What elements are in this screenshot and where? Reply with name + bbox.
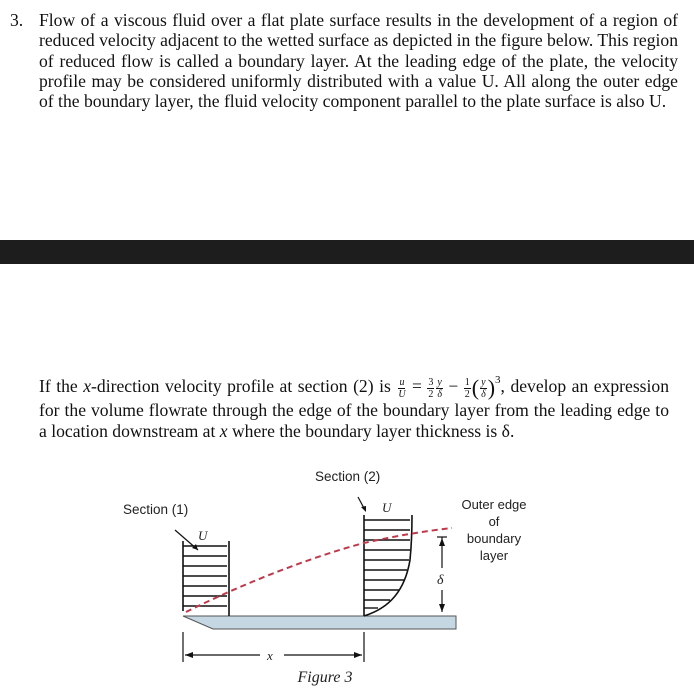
- u-label-section1: U: [198, 528, 208, 543]
- question-part2: -direction velocity profile at section (2) is: [91, 376, 397, 396]
- svg-text:layer: layer: [479, 548, 509, 563]
- question-x-variable-2: x: [219, 421, 228, 442]
- problem-text: Flow of a viscous fluid over a flat plate surface results in the development of a region of reduced velocity adjacent to the wetted surface as depicted in the figure below. This region of reduced flow is called a boundary layer. At the leading edge of the plate, the velocity profile may be considered uniformly distributed with a value U. All along the outer edge of the boundary layer, the fluid velocity component parallel to the plate surface is also U.: [39, 10, 678, 112]
- question-part4: where the boundary layer thickness is δ.: [227, 421, 515, 442]
- svg-text:boundary: boundary: [466, 531, 522, 546]
- u-label-section2: U: [382, 500, 392, 515]
- svg-text:Outer edge: Outer edge: [461, 497, 527, 512]
- question-part1: If the: [39, 376, 84, 396]
- velocity-profile-equation: $\frac{u}{U}$ = $\frac{3}{2}$ $\frac{y}{\delta}$ − $\frac{1}{2}$ ( $\frac{y}{\delta}$ )$^3$: [398, 374, 501, 401]
- section1-label: Section (1): [123, 502, 189, 517]
- outer-edge-label: [461, 497, 526, 563]
- section2-velocity-arrows: [364, 520, 410, 608]
- section2-pointer-arrow: [358, 497, 366, 512]
- x-dimension: [183, 632, 364, 662]
- section2-label: Section (2): [315, 469, 381, 484]
- x-label: x: [267, 648, 273, 663]
- figure-caption: Figure 3: [297, 669, 353, 686]
- delta-label: δ: [437, 573, 444, 588]
- section1-velocity-arrows: [183, 541, 227, 611]
- question-part3: , develop an expression for the volume flowrate through the edge of the boundary layer from the leading edge to a location downstream at: [39, 376, 670, 442]
- problem-number: 3.: [10, 10, 24, 30]
- question-x-variable: x: [83, 376, 92, 396]
- flat-plate: [183, 616, 456, 629]
- section1-pointer-arrow: [175, 530, 198, 550]
- svg-text:of: of: [488, 514, 500, 529]
